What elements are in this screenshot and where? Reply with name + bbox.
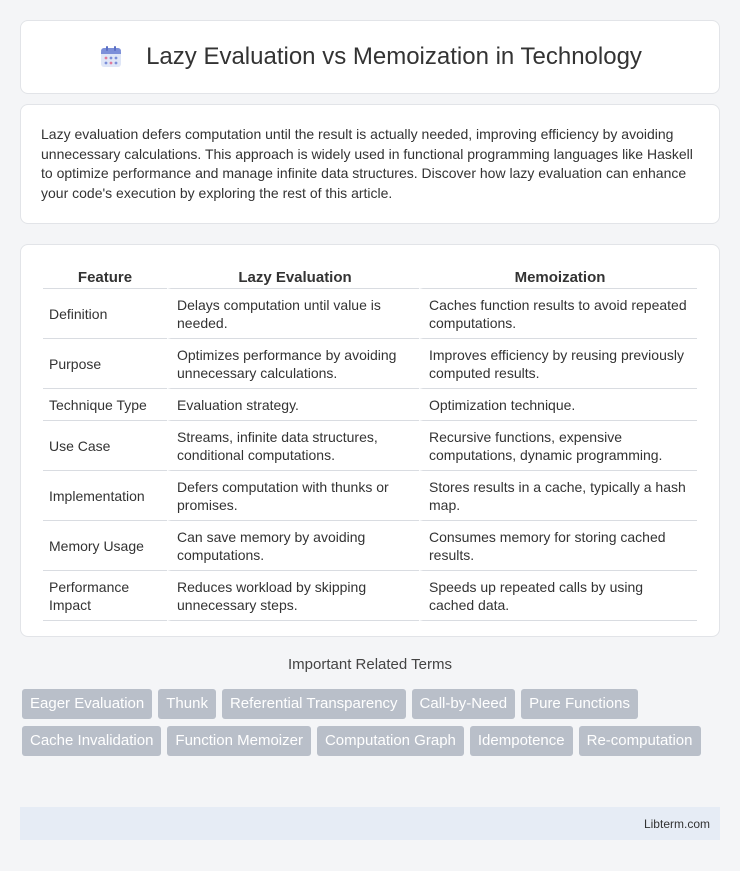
calendar-grid-icon: [98, 44, 124, 70]
related-term-tag[interactable]: Call-by-Need: [412, 689, 516, 719]
header-feature: Feature: [43, 265, 167, 289]
lazy-cell: Optimizes performance by avoiding unnecessary calculations.: [167, 339, 419, 389]
related-terms-title: Important Related Terms: [288, 656, 452, 673]
header-memoization: Memoization: [419, 265, 697, 289]
table-row: [43, 339, 697, 389]
feature-cell: Performance Impact: [43, 571, 167, 621]
related-term-tag[interactable]: Cache Invalidation: [22, 726, 161, 756]
table-row: [43, 389, 697, 421]
feature-cell: Purpose: [43, 339, 167, 389]
title-wrap: [98, 43, 642, 71]
memo-cell: Stores results in a cache, typically a hash map.: [419, 471, 697, 521]
memo-cell: Improves efficiency by reusing previously computed results.: [419, 339, 697, 389]
related-term-tag[interactable]: Thunk: [158, 689, 216, 719]
related-term-tag[interactable]: Pure Functions: [521, 689, 638, 719]
feature-cell: Technique Type: [43, 389, 167, 421]
table-row: [43, 571, 697, 621]
lazy-cell: Streams, infinite data structures, conditional computations.: [167, 421, 419, 471]
feature-cell: Definition: [43, 289, 167, 339]
related-terms-list: [22, 689, 722, 756]
comparison-table: [43, 265, 697, 621]
related-term-tag[interactable]: Eager Evaluation: [22, 689, 152, 719]
memo-cell: Optimization technique.: [419, 389, 697, 421]
related-term-tag[interactable]: Computation Graph: [317, 726, 464, 756]
footer-site-link[interactable]: Libterm.com: [643, 816, 710, 831]
table-header-row: [43, 265, 697, 289]
feature-cell: Memory Usage: [43, 521, 167, 571]
lazy-cell: Evaluation strategy.: [167, 389, 419, 421]
lazy-cell: Reduces workload by skipping unnecessary steps.: [167, 571, 419, 621]
lazy-cell: Can save memory by avoiding computations.: [167, 521, 419, 571]
memo-cell: Speeds up repeated calls by using cached data.: [419, 571, 697, 621]
related-term-tag[interactable]: Idempotence: [470, 726, 573, 756]
lazy-cell: Delays computation until value is needed.: [167, 289, 419, 339]
intro-text: Lazy evaluation defers computation until the result is actually needed, improving efficiency by avoiding unnecessary calculations. This approach is widely used in functional programming languages like Haskell to optimize performance and manage infinite data structures. Discover how lazy evaluation can enhance your code's execution by exploring the rest of this article.: [41, 126, 693, 201]
page-title: Lazy Evaluation vs Memoization in Technology: [146, 43, 642, 70]
feature-cell: Use Case: [43, 421, 167, 471]
lazy-cell: Defers computation with thunks or promises.: [167, 471, 419, 521]
comparison-table-card: [20, 244, 720, 637]
memo-cell: Recursive functions, expensive computations, dynamic programming.: [419, 421, 697, 471]
table-row: [43, 521, 697, 571]
table-row: [43, 471, 697, 521]
table-row: [43, 289, 697, 339]
memo-cell: Caches function results to avoid repeated computations.: [419, 289, 697, 339]
related-term-tag[interactable]: Referential Transparency: [222, 689, 406, 719]
feature-cell: Implementation: [43, 471, 167, 521]
memo-cell: Consumes memory for storing cached results.: [419, 521, 697, 571]
related-term-tag[interactable]: Function Memoizer: [167, 726, 311, 756]
related-term-tag[interactable]: Re-computation: [579, 726, 701, 756]
header-lazy-evaluation: Lazy Evaluation: [167, 265, 419, 289]
footer: [20, 807, 720, 840]
intro-card: [20, 104, 720, 224]
header-card: [20, 20, 720, 94]
table-row: [43, 421, 697, 471]
